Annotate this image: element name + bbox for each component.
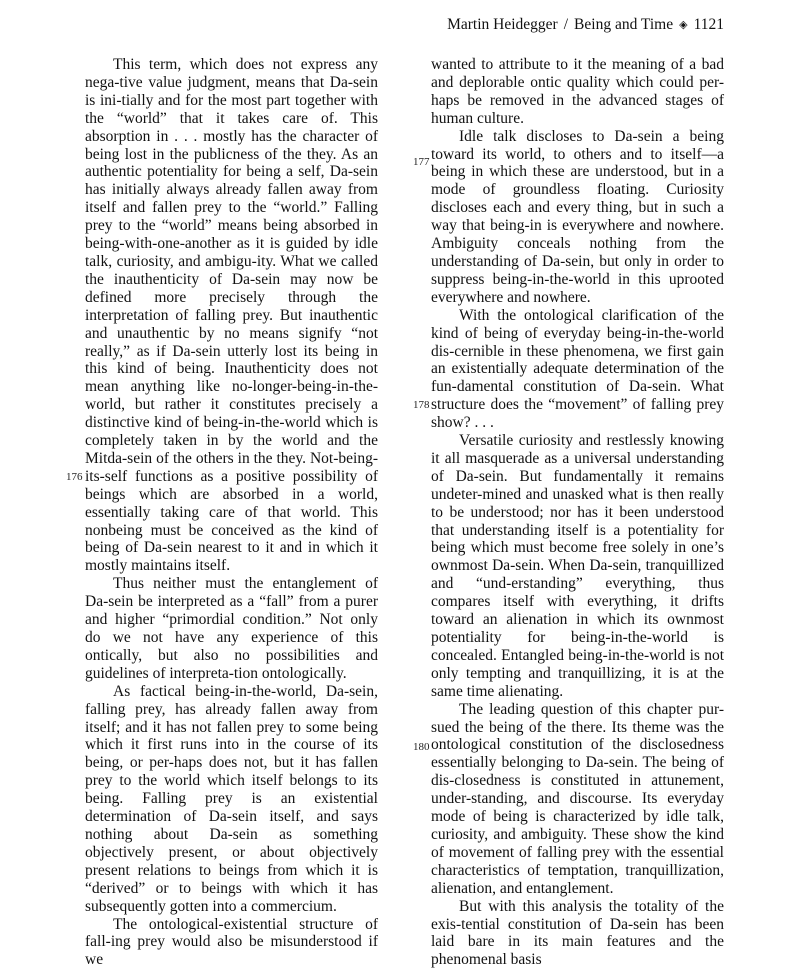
left-column [85,56,378,969]
margin-number: 178 [413,397,430,415]
paragraph: This term, which does not express any nega-tive value judgment, means that Da-sein is ini-tially and for the most part together with the “world” that it takes care of. This absorption in . . . mostly has the character of being lost in the publicness of the they. As an authentic potentiality for being a self, Da-sein has initially always already fallen away from itself and fallen prey to the “world.” Falling prey to the “world” means being absorbed in being-with-one-another as it is guided by idle talk, curiosity, and ambigu-ity. What we called the inauthenticity of Da-sein may now be defined more precisely through the interpretation of falling prey. But inauthentic and unauthentic by no means signify “not really,” as if Da-sein utterly lost its being in this kind of being. Inauthenticity does not mean anything like no-longer-being-in-the-world, but rather it constitutes precisely a distinctive kind of being-in-the-world which is completely taken in by the world and the Mitda-sein of the others in the they. Not-being-its-self functions as a positive possibility of beings which are absorbed in a world, essentially taking care of that world. This nonbeing must be conceived as the kind of being of Da-sein nearest to it and in which it mostly maintains itself. [85,56,378,575]
paragraph: wanted to attribute to it the meaning of a bad and deplorable ontic quality which could per-haps be removed in the advanced stages of human culture. [431,56,724,128]
paragraph: With the ontological clarification of the kind of being of everyday being-in-the-world dis-cernible in these phenomena, we first gain an existentially adequate determination of the fun-damental constitution of Da-sein. What structure does the “movement” of falling prey show? . . . [431,307,724,432]
paragraph: Versatile curiosity and restlessly knowing it all masquerade as a universal understanding of Da-sein. But fundamentally it remains undeter-mined and unasked what is then really to be understood; nor has it been understood that understanding itself is a potentiality for being which must become free solely in one’s ownmost Da-sein. When Da-sein, tranquillized and “und-erstanding” everything, thus compares itself with everything, it drifts toward an alienation in which its ownmost potentiality for being-in-the-world is concealed. Entangled being-in-the-world is not only tempting and tranquillizing, it is at the same time alienating. [431,432,724,701]
margin-number: 180 [413,739,430,757]
paragraph: But with this analysis the totality of the exis-tential constitution of Da-sein has been laid bare in its main features and the phenomenal basis [431,898,724,969]
header-ornament-icon: ◈ [679,19,687,31]
paragraph: Thus neither must the entanglement of Da-sein be interpreted as a “fall” from a purer and higher “primordial condition.” Not only do we not have any experience of this ontically, but also no possibilities and guidelines of interpreta-tion ontologically. [85,575,378,682]
paragraph: As factical being-in-the-world, Da-sein, falling prey, has already fallen away from itself; and it has not fallen prey to some being which it first runs into in the course of its being, or per-haps does not, but it has fallen prey to the world which itself belongs to its being. Falling prey is an existential determination of Da-sein itself, and says nothing about Da-sein as something objectively present, or about objectively present relations to beings from which it is “derived” or to beings with which it has subsequently gotten into a commercium. [85,683,378,916]
margin-number: 177 [413,154,430,172]
header-separator: / [564,16,568,33]
running-header [447,16,724,34]
page-number: 1121 [694,16,724,33]
paragraph: Idle talk discloses to Da-sein a being toward its world, to others and to itself—a being in which these are understood, but in a mode of groundless floating. Curiosity discloses each and every thing, but in such a way that being-in is everywhere and nowhere. Ambiguity conceals nothing from the understanding of Da-sein, but only in order to suppress being-in-the-world in this uprooted everywhere and nowhere. [431,128,724,307]
header-author: Martin Heidegger [447,16,558,33]
paragraph: The leading question of this chapter pur-sued the being of the there. Its theme was the ontological constitution of the disclosedness essentially belonging to Da-sein. The being of dis-closedness is constituted in attunement, under-standing, and discourse. Its everyday mode of being is characterized by idle talk, curiosity, and ambiguity. These show the kind of movement of falling prey with the essential characteristics of temptation, tranquillization, alienation, and entanglement. [431,701,724,898]
margin-number: 176 [66,469,83,487]
right-column [431,56,724,969]
paragraph: The ontological-existential structure of fall-ing prey would also be misunderstood if we [85,916,378,969]
header-work-title: Being and Time [574,16,673,33]
